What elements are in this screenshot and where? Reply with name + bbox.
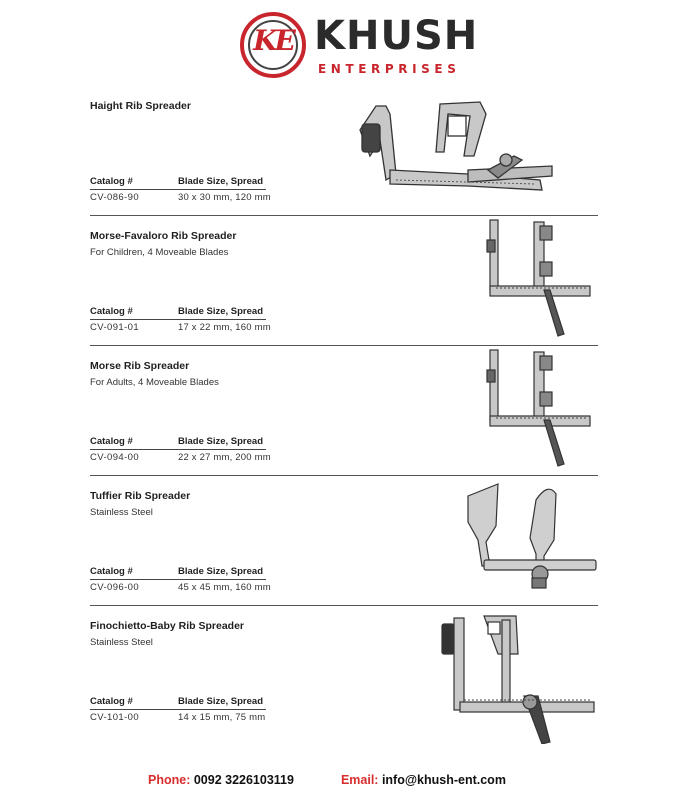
catalog-divider — [90, 709, 266, 710]
brand-tagline: ENTERPRISES — [318, 62, 461, 76]
catalog-divider — [90, 319, 266, 320]
catalog-number: CV-101-00 — [90, 712, 140, 723]
catalog-divider — [90, 449, 266, 450]
email-label: Email: — [340, 773, 379, 787]
catalog-divider — [90, 189, 266, 190]
catalog-header: Catalog # — [90, 176, 133, 187]
product-title: Finochietto-Baby Rib Spreader — [90, 620, 245, 632]
phone-label: Phone: — [148, 773, 191, 787]
morse-rib-spreader-image — [484, 348, 594, 472]
catalog-header: Catalog # — [90, 436, 133, 447]
catalog-divider — [90, 579, 266, 580]
spec-header: Blade Size, Spread — [178, 176, 264, 187]
product-subtitle: For Adults, 4 Moveable Blades — [90, 377, 219, 388]
product-tuffier — [90, 490, 598, 606]
product-subtitle: Stainless Steel — [90, 507, 153, 518]
product-title: Tuffier Rib Spreader — [90, 490, 191, 502]
morse-favaloro-rib-spreader-image — [484, 218, 594, 342]
logo-monogram: KE — [253, 24, 293, 57]
spec-value: 22 x 27 mm, 200 mm — [178, 452, 271, 463]
company-logo — [240, 10, 479, 80]
haight-rib-spreader-image — [356, 100, 556, 206]
phone-number[interactable]: 0092 3226103119 — [193, 773, 294, 787]
spec-value: 14 x 15 mm, 75 mm — [178, 712, 266, 723]
finochietto-baby-rib-spreader-image — [438, 614, 598, 744]
spec-value: 30 x 30 mm, 120 mm — [178, 192, 271, 203]
email-address[interactable]: info@khush-ent.com — [381, 773, 506, 787]
spec-value: 17 x 22 mm, 160 mm — [178, 322, 271, 333]
product-title: Morse Rib Spreader — [90, 360, 190, 372]
catalog-number: CV-094-00 — [90, 452, 140, 463]
brand-name: KHUSH — [314, 13, 479, 59]
catalog-header: Catalog # — [90, 306, 133, 317]
catalog-number: CV-086-90 — [90, 192, 140, 203]
product-finochietto-baby — [90, 620, 598, 736]
spec-header: Blade Size, Spread — [178, 566, 264, 577]
product-morse-favaloro — [90, 230, 598, 346]
catalog-number: CV-091-01 — [90, 322, 140, 333]
spec-header: Blade Size, Spread — [178, 306, 264, 317]
product-subtitle: For Children, 4 Moveable Blades — [90, 247, 229, 258]
product-title: Haight Rib Spreader — [90, 100, 191, 112]
product-title: Morse-Favaloro Rib Spreader — [90, 230, 237, 242]
catalog-header: Catalog # — [90, 696, 133, 707]
tuffier-rib-spreader-image — [464, 482, 604, 598]
product-subtitle: Stainless Steel — [90, 637, 153, 648]
spec-header: Blade Size, Spread — [178, 436, 264, 447]
spec-header: Blade Size, Spread — [178, 696, 264, 707]
catalog-number: CV-096-00 — [90, 582, 140, 593]
product-haight — [90, 100, 598, 216]
contact-footer — [148, 773, 506, 787]
product-morse — [90, 360, 598, 476]
spec-value: 45 x 45 mm, 160 mm — [178, 582, 271, 593]
catalog-header: Catalog # — [90, 566, 133, 577]
